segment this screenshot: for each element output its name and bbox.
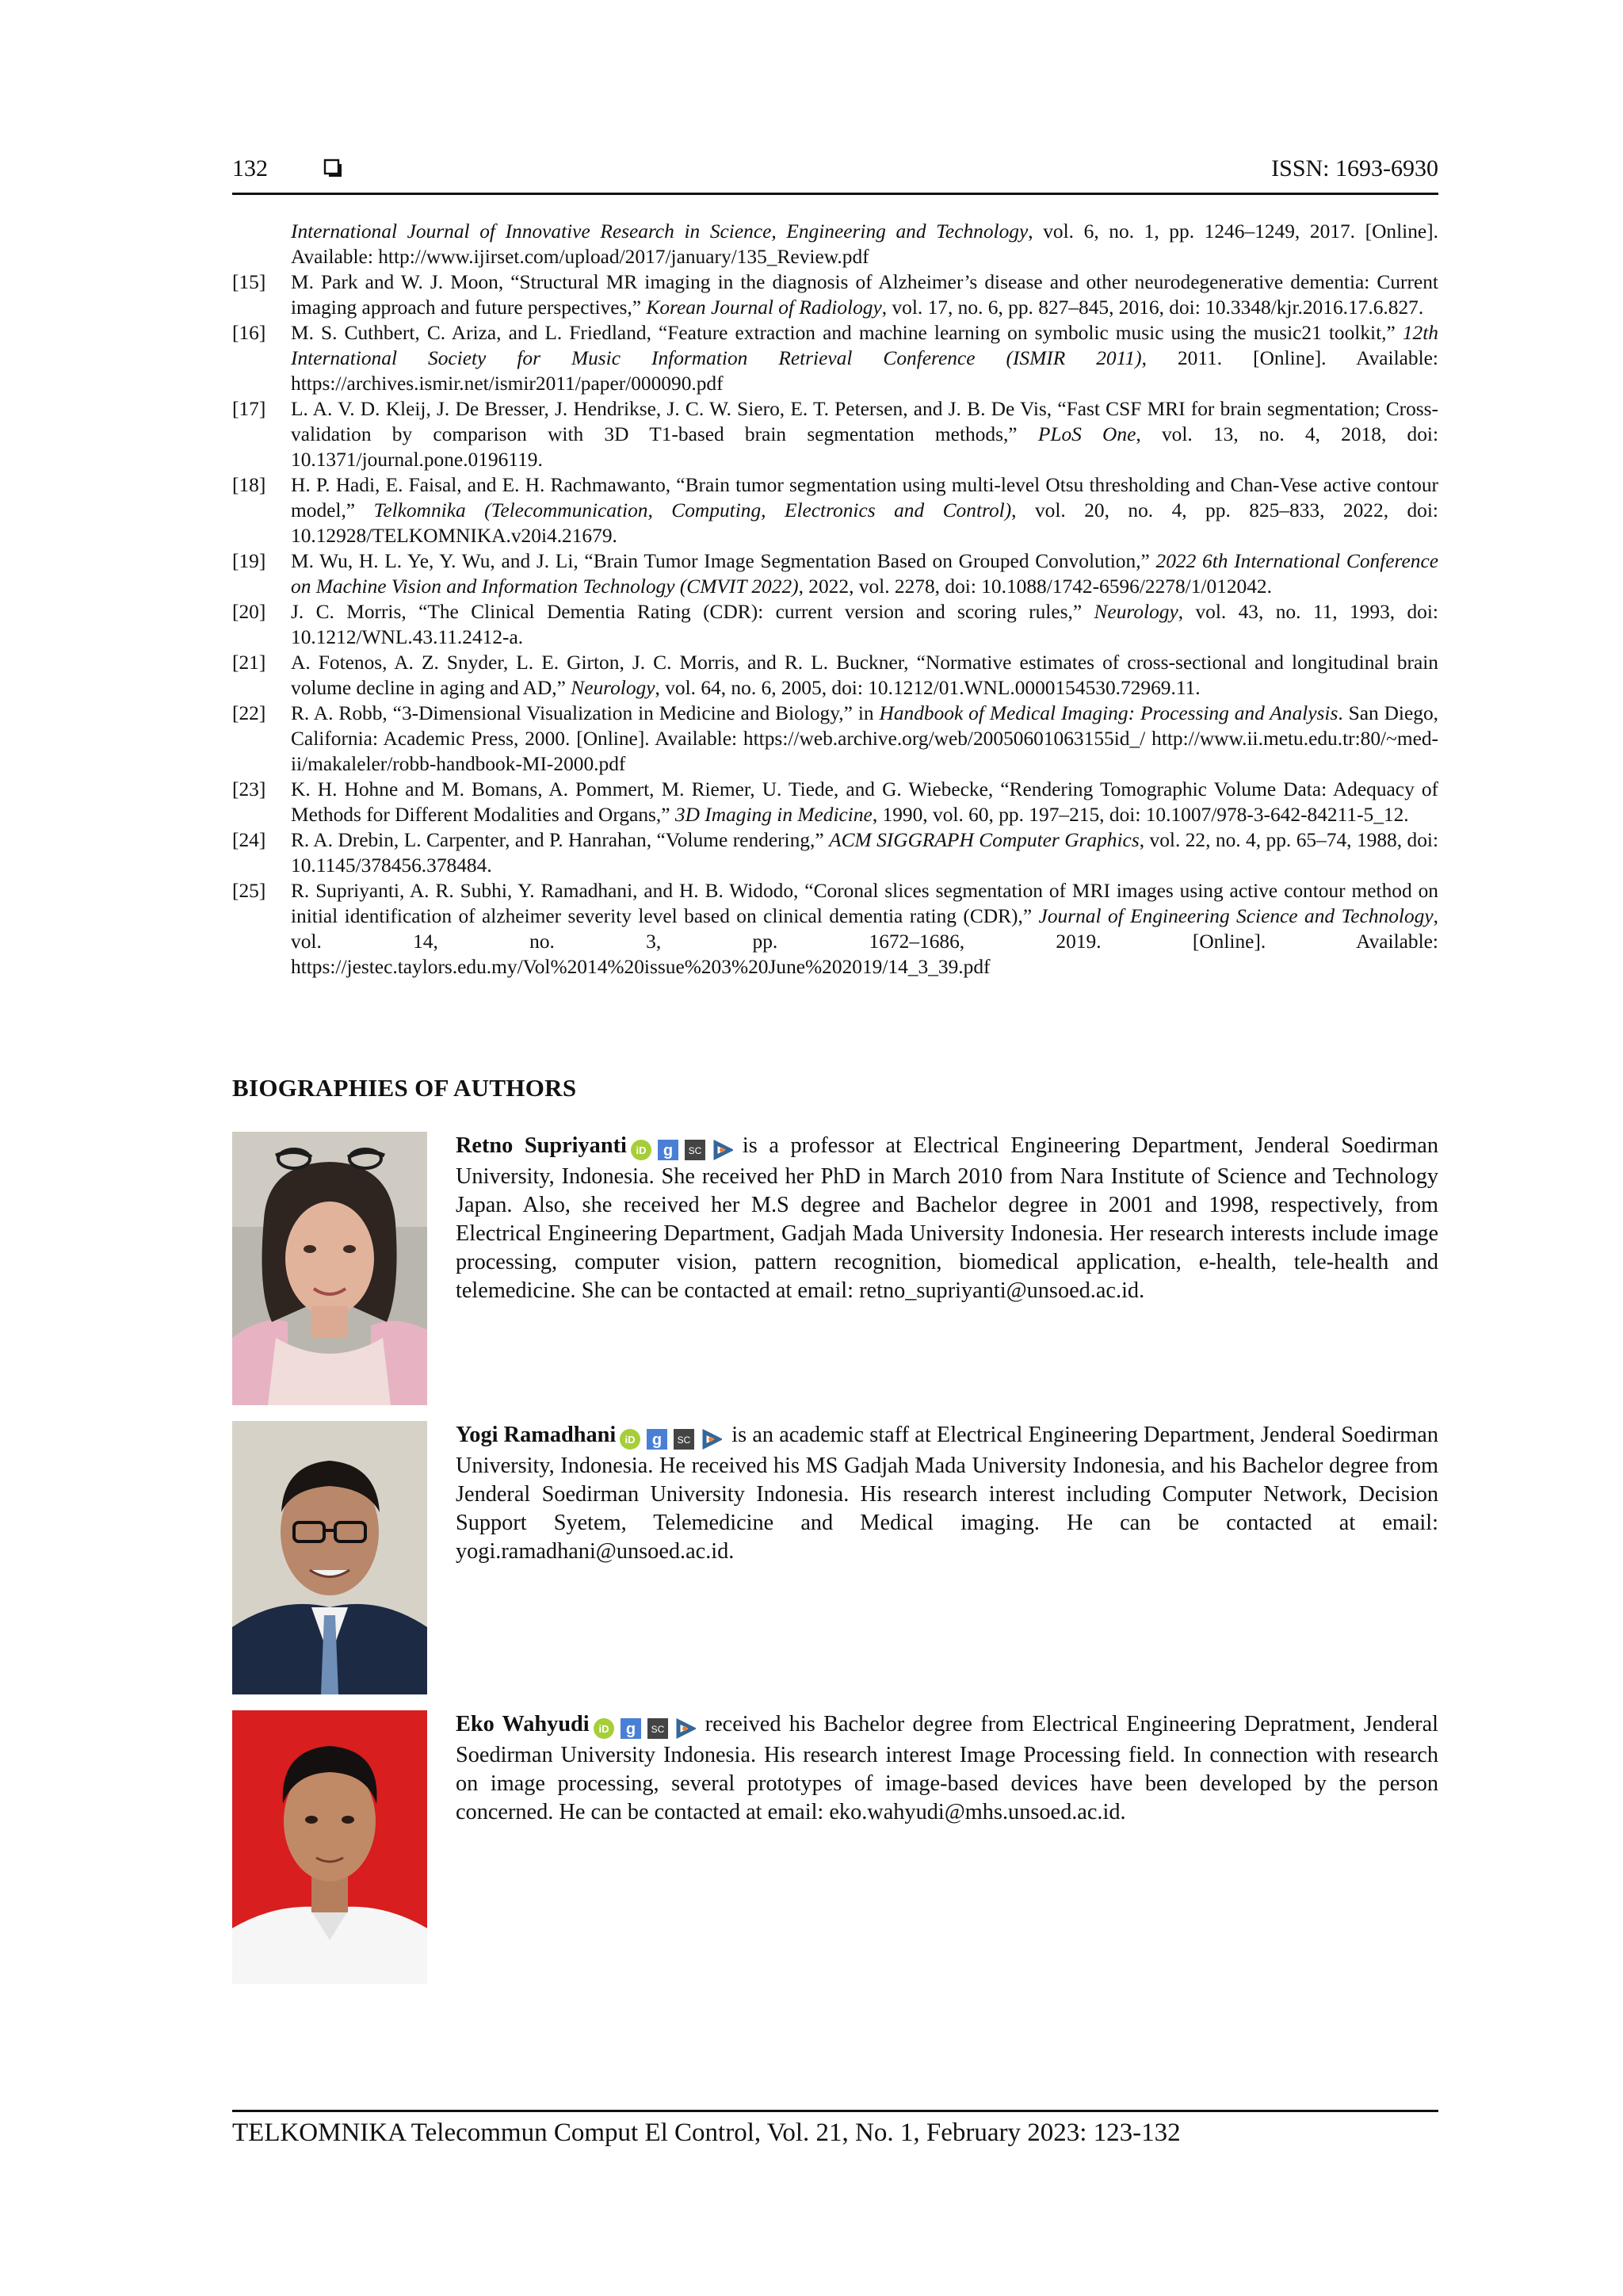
reference-text: R. Supriyanti, A. R. Subhi, Y. Ramadhani, and H. B. Widodo, “Coronal slices segmentation of MRI images using active contour method on initial identification of alzheimer severity level based on clinical dementia rating (CDR),” (291, 880, 1438, 927)
author-bio-text (456, 1132, 1438, 1305)
author-bio (232, 1421, 1438, 1694)
reference-text: , 2022, vol. 2278, doi: 10.1088/1742-6596/2278/1/012042. (798, 575, 1272, 598)
author-photo (232, 1710, 427, 1984)
reference-item (232, 599, 1438, 650)
reference-text: H. P. Hadi, E. Faisal, and E. H. Rachmawanto, “Brain tumor segmentation using multi-level Otsu thresholding and Chan-Vese active contour model,” (291, 474, 1438, 521)
reference-item (232, 320, 1438, 396)
author-bio-body: received his Bachelor degree from Electrical Engineering Depratment, Jenderal Soedirman University Indonesia. His research interest Image Processing field. In connection with research on image processing, several prototypes of image-based devices have been developed by the person concerned. He can be contacted at email: eko.wahyudi@mhs.unsoed.ac.id. (456, 1712, 1438, 1824)
reference-text: , vol. 64, no. 6, 2005, doi: 10.1212/01.WNL.0000154530.72969.11. (655, 677, 1201, 699)
author-bio-body: is a professor at Electrical Engineering Department, Jenderal Soedirman University, Indonesia. She received her PhD in March 2010 from Nara Institute of Science and Technology Japan. Also, she received her M.S degree and Bachelor degree in 2001 and 1998, respectively, from Electrical Engineering Department, Gadjah Mada University Indonesia. Her research interests include image processing, computer vision, pattern recognition, biomedical application, e-health, tele-health and telemedicine. She can be contacted at email: retno_supriyanti@unsoed.ac.id. (456, 1133, 1438, 1303)
author-name: Yogi Ramadhani (456, 1423, 617, 1447)
reference-text: K. H. Hohne and M. Bomans, A. Pommert, M. Riemer, U. Tiede, and G. Wiebecke, “Rendering Tomographic Volume Data: Adequacy of Methods for Different Modalities and Organs,” (291, 778, 1438, 826)
svg-text:SC: SC (677, 1434, 691, 1446)
reference-source-title: 3D Imaging in Medicine (674, 804, 873, 826)
reference-source-title: 2022 6th International Conference on Machine Vision and Information Technology (CMVIT 2022) (291, 550, 1438, 598)
publons-icon[interactable] (674, 1717, 696, 1740)
reference-item (232, 650, 1438, 701)
section-title-biographies: BIOGRAPHIES OF AUTHORS (232, 1074, 577, 1102)
reference-source-title: 12th International Society for Music Information Retrieval Conference (ISMIR 2011) (291, 322, 1438, 369)
profile-icons (619, 1423, 727, 1452)
reference-text: , vol. 43, no. 11, 1993, doi: 10.1212/WNL.43.11.2412-a. (291, 601, 1438, 648)
reference-item (232, 219, 1438, 269)
reference-text: M. Park and W. J. Moon, “Structural MR imaging in the diagnosis of Alzheimer’s disease and other neurodegenerative dementia: Current imaging approach and future perspectives,” (291, 271, 1438, 319)
reference-item (232, 472, 1438, 548)
reference-source-title: Journal of Engineering Science and Technology (1038, 905, 1434, 927)
publons-icon[interactable] (700, 1428, 722, 1450)
author-name: Retno Supriyanti (456, 1133, 627, 1158)
reference-text: J. C. Morris, “The Clinical Dementia Rating (CDR): current version and scoring rules,” (291, 601, 1094, 623)
reference-item (232, 548, 1438, 599)
reference-source-title: Neurology (1094, 601, 1178, 623)
reference-source-title: ACM SIGGRAPH Computer Graphics (829, 829, 1140, 851)
author-bio-body: is an academic staff at Electrical Engineering Department, Jenderal Soedirman University, Indonesia. He received his MS Gadjah Mada University Indonesia, and his Bachelor degree from Jenderal Soedirman University Indonesia. His research interest including Computer Network, Decision Support Syetem, Telemedicine and Medical imaging. He can be contacted at email: yogi.ramadhani@unsoed.ac.id. (456, 1423, 1438, 1564)
author-photo (232, 1421, 427, 1694)
reference-number: [21] (232, 651, 266, 674)
reference-item (232, 827, 1438, 878)
svg-text:iD: iD (636, 1144, 647, 1156)
orcid-icon[interactable] (593, 1717, 615, 1740)
author-bio (232, 1132, 1438, 1405)
reference-number: [19] (232, 550, 266, 572)
reference-text: , vol. 14, no. 3, pp. 1672–1686, 2019. [Online]. Available: https://jestec.taylors.edu.my/Vol%2014%20issue%203%20June%202019/14_3_39.pdf (291, 905, 1438, 978)
profile-icons (593, 1713, 701, 1741)
square-box-icon (323, 159, 344, 179)
svg-text:g: g (663, 1141, 673, 1159)
reference-number: [24] (232, 829, 266, 851)
reference-item (232, 269, 1438, 320)
author-bio-text (456, 1710, 1438, 1827)
reference-source-title: International Journal of Innovative Research in Science, Engineering and Technology (291, 220, 1029, 243)
reference-text: , 2011. [Online]. Available: https://archives.ismir.net/ismir2011/paper/000090.pdf (291, 347, 1438, 395)
google-scholar-icon[interactable] (657, 1139, 679, 1161)
reference-number: [17] (232, 398, 266, 420)
svg-text:SC: SC (688, 1144, 702, 1156)
reference-number: [18] (232, 474, 266, 496)
reference-source-title: Handbook of Medical Imaging: Processing and Analysis (879, 702, 1338, 724)
orcid-icon[interactable] (630, 1139, 652, 1161)
reference-text: , vol. 6, no. 1, pp. 1246–1249, 2017. [Online]. Available: http://www.ijirset.com/upload/2017/january/135_Review.pdf (291, 220, 1438, 268)
reference-item (232, 777, 1438, 827)
svg-text:SC: SC (651, 1723, 664, 1735)
svg-text:g: g (652, 1431, 663, 1449)
reference-number: [15] (232, 271, 266, 293)
reference-source-title: Neurology (571, 677, 655, 699)
footer-citation: TELKOMNIKA Telecommun Comput El Control, Vol. 21, No. 1, February 2023: 123-132 (232, 2118, 1181, 2147)
svg-text:g: g (625, 1720, 636, 1738)
reference-text: , 1990, vol. 60, pp. 197–215, doi: 10.1007/978-3-642-84211-5_12. (872, 804, 1409, 826)
issn-label: ISSN: 1693-6930 (1271, 155, 1438, 181)
scopus-icon[interactable] (647, 1717, 669, 1740)
reference-number: [20] (232, 601, 266, 623)
reference-text: , vol. 20, no. 4, pp. 825–833, 2022, doi: 10.12928/TELKOMNIKA.v20i4.21679. (291, 499, 1438, 547)
scopus-icon[interactable] (684, 1139, 706, 1161)
reference-text: R. A. Robb, “3-Dimensional Visualization in Medicine and Biology,” in (291, 702, 880, 724)
reference-text: A. Fotenos, A. Z. Snyder, L. E. Girton, J. C. Morris, and R. L. Buckner, “Normative estimates of cross-sectional and longitudinal brain volume decline in aging and AD,” (291, 651, 1438, 699)
page-number: 132 (232, 155, 268, 181)
reference-number: [16] (232, 322, 266, 344)
orcid-icon[interactable] (619, 1428, 641, 1450)
reference-text: , vol. 22, no. 4, pp. 65–74, 1988, doi: 10.1145/378456.378484. (291, 829, 1439, 877)
reference-text: , vol. 13, no. 4, 2018, doi: 10.1371/journal.pone.0196119. (291, 423, 1439, 471)
reference-text: . San Diego, California: Academic Press, 2000. [Online]. Available: https://web.archive.org/web/20050601063155id_/ http://www.ii.metu.edu.tr:80/~med-ii/makaleler/robb-handbook-MI-2000.pdf (291, 702, 1438, 775)
reference-source-title: PLoS One (1037, 423, 1136, 445)
page-footer (232, 2110, 1438, 2148)
google-scholar-icon[interactable] (646, 1428, 668, 1450)
reference-number: [22] (232, 702, 266, 724)
svg-text:iD: iD (624, 1433, 636, 1446)
reference-source-title: Korean Journal of Radiology (646, 296, 882, 319)
author-photo (232, 1132, 427, 1405)
reference-list (232, 219, 1438, 980)
page-header (232, 152, 1438, 195)
svg-text:iD: iD (598, 1722, 609, 1735)
reference-text: , vol. 17, no. 6, pp. 827–845, 2016, doi: 10.3348/kjr.2016.17.6.827. (881, 296, 1424, 319)
reference-number: [23] (232, 778, 266, 800)
author-bio-text (456, 1421, 1438, 1566)
reference-item (232, 396, 1438, 472)
reference-text: L. A. V. D. Kleij, J. De Bresser, J. Hendrikse, J. C. W. Siero, E. T. Petersen, and J. B. De Vis, “Fast CSF MRI for brain segmentation; Cross-validation by comparison with 3D T1-based brain segmentation methods,” (291, 398, 1438, 445)
author-bio (232, 1710, 1438, 1984)
reference-text: M. Wu, H. L. Ye, Y. Wu, and J. Li, “Brain Tumor Image Segmentation Based on Grouped Convolution,” (291, 550, 1156, 572)
reference-item (232, 878, 1438, 980)
profile-icons (630, 1134, 738, 1163)
publons-icon[interactable] (711, 1139, 733, 1161)
reference-item (232, 701, 1438, 777)
reference-number: [25] (232, 880, 266, 902)
reference-source-title: Telkomnika (Telecommunication, Computing, Electronics and Control) (373, 499, 1012, 521)
author-name: Eko Wahyudi (456, 1712, 590, 1736)
reference-text: M. S. Cuthbert, C. Ariza, and L. Friedland, “Feature extraction and machine learning on symbolic music using the music21 toolkit,” (291, 322, 1403, 344)
scopus-icon[interactable] (673, 1428, 695, 1450)
google-scholar-icon[interactable] (620, 1717, 642, 1740)
reference-text: R. A. Drebin, L. Carpenter, and P. Hanrahan, “Volume rendering,” (291, 829, 830, 851)
